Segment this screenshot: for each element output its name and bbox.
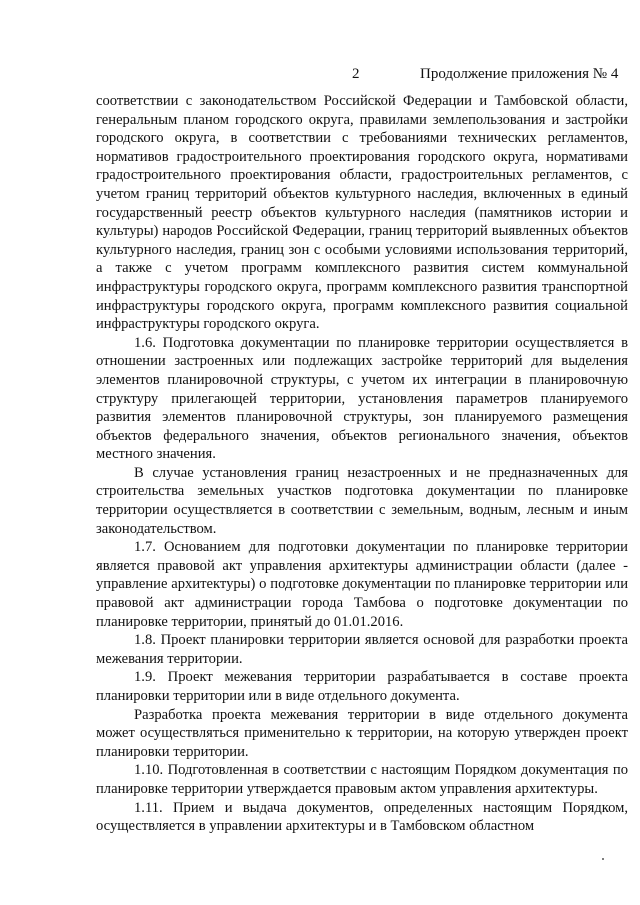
paragraph-1-6-undeveloped: В случае установления границ незастроенных и не предназначенных для строительства земельных участков подготовка документации по планировке территории осуществляется в соответствии с земельным, водным, лесным и иным законодательством.: [96, 464, 628, 537]
scan-speck: [602, 858, 604, 860]
paragraph-1-9-separate: Разработка проекта межевания территории в виде отдельного документа может осуществляться применительно к территории, на которую утвержден проект планировки территории.: [96, 706, 628, 760]
paragraph-1-9: 1.9. Проект межевания территории разрабатывается в составе проекта планировки территории или в виде отдельного документа.: [96, 669, 628, 704]
page-number: 2: [352, 66, 360, 82]
appendix-continuation-label: Продолжение приложения № 4: [420, 66, 619, 82]
paragraph-1-10: 1.10. Подготовленная в соответствии с настоящим Порядком документация по планировке территории утверждается правовым актом управления архитектуры.: [96, 762, 628, 797]
paragraph-1-11: 1.11. Прием и выдача документов, определенных настоящим Порядком, осуществляется в управлении архитектуры и в Тамбовском областном: [96, 799, 628, 835]
paragraph-1-7: 1.7. Основанием для подготовки документации по планировке территории является правовой акт управления архитектуры администрации области (далее - управление архитектуры) о подготовке документации по планировке территории или правовой акт администрации города Тамбова о подготовке документации по планировке территории, принятый до 01.01.2016.: [96, 539, 628, 630]
document-body: [96, 92, 628, 836]
paragraph-continued: соответствии с законодательством Российской Федерации и Тамбовской области, генеральным планом городского округа, правилами землепользования и застройки городского округа, в соответствии с требованиями технических регламентов, нормативов градостроительного проектирования городского округа, нормативами градостроительного проектирования области, градостроительных регламентов, с учетом границ территорий объектов культурного наследия, включенных в единый государственный реестр объектов культурного наследия (памятников истории и культуры) народов Российской Федерации, границ территорий выявленных объектов культурного наследия, границ зон с особыми условиями использования территорий, а также с учетом программ комплексного развития систем коммунальной инфраструктуры городского округа, программ комплексного развития транспортной инфраструктуры городского округа, программ комплексного развития социальной инфраструктуры городского округа.: [96, 93, 628, 333]
paragraph-1-8: 1.8. Проект планировки территории является основой для разработки проекта межевания территории.: [96, 632, 628, 667]
paragraph-1-6: 1.6. Подготовка документации по планировке территории осуществляется в отношении застроенных или подлежащих застройке территорий для выделения элементов планировочной структуры, с учетом их интеграции в планировочную структуру прилегающей территории, установления параметров планируемого развития элементов планировочной структуры, зон планируемого размещения объектов федерального значения, объектов регионального значения, объектов местного значения.: [96, 334, 628, 463]
